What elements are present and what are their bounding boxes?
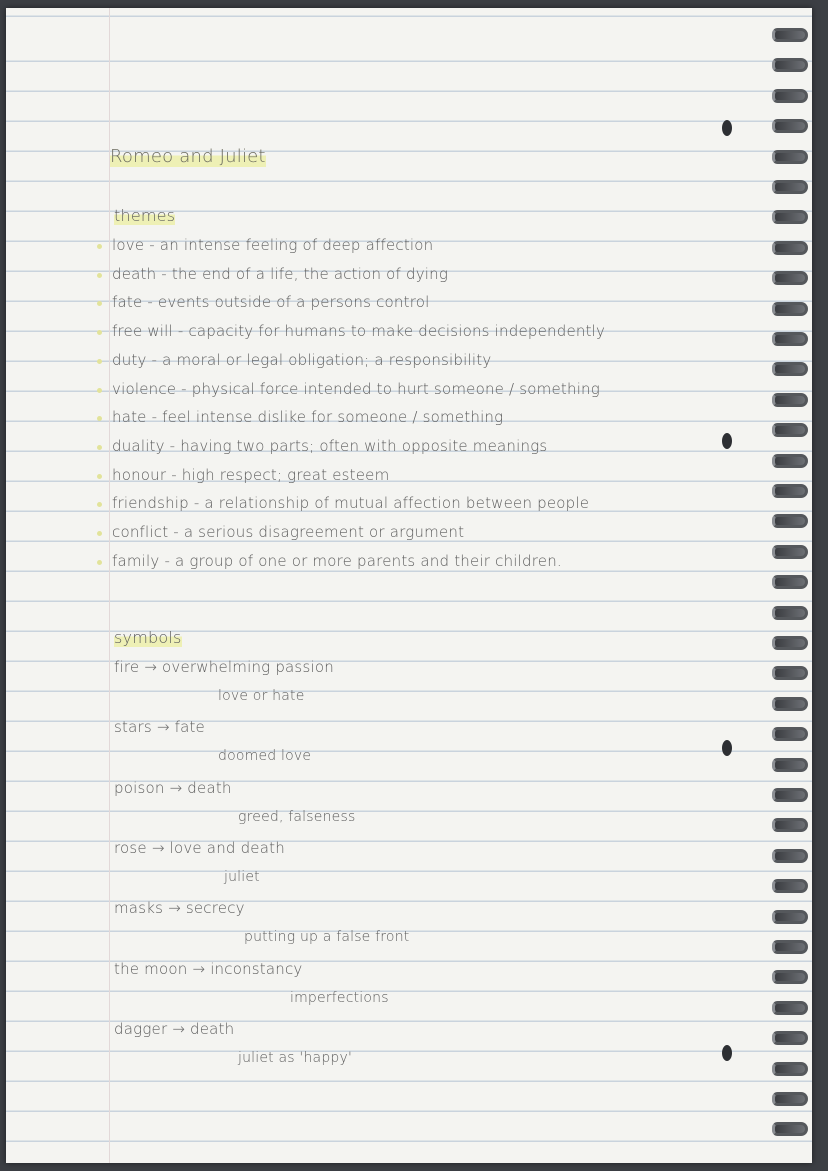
spiral-coil	[772, 940, 808, 954]
spiral-coil	[772, 910, 808, 924]
symbol-meaning: overwhelming passion	[162, 658, 334, 676]
symbol-name: dagger	[114, 1019, 168, 1038]
bullet-dot	[97, 416, 102, 421]
punch-hole	[722, 120, 732, 136]
page-title: Romeo and Juliet	[110, 146, 266, 167]
symbol-meaning: death	[187, 778, 232, 797]
bullet-dot	[97, 474, 102, 479]
spiral-coil	[772, 879, 808, 893]
spiral-coil	[772, 575, 808, 589]
theme-item: love - an intense feeling of deep affection	[112, 236, 434, 254]
symbols-heading: symbols	[114, 628, 182, 647]
symbol-name: masks	[114, 899, 164, 918]
spiral-coil	[772, 302, 808, 316]
bullet-dot	[97, 388, 102, 393]
spiral-coil	[772, 1031, 808, 1045]
symbol-row	[114, 960, 303, 978]
symbol-row	[114, 779, 232, 797]
spiral-coil	[772, 1062, 808, 1076]
bullet-dot	[97, 359, 102, 364]
arrow-icon: →	[146, 838, 170, 857]
theme-item: hate - feel intense dislike for someone / something	[112, 408, 504, 427]
theme-item: violence - physical force intended to hurt someone / something	[112, 379, 600, 398]
spiral-coil	[772, 271, 808, 285]
spiral-coil	[772, 454, 808, 468]
theme-item: conflict - a serious disagreement or argument	[112, 523, 465, 541]
punch-hole	[722, 433, 732, 449]
spiral-binding	[768, 28, 812, 1158]
symbol-row	[114, 899, 245, 917]
spiral-coil	[772, 210, 808, 224]
symbol-extra: love or hate	[218, 688, 305, 704]
themes-heading: themes	[114, 206, 176, 225]
spiral-coil	[772, 788, 808, 802]
spiral-coil	[772, 1092, 808, 1106]
symbol-extra: greed, falseness	[238, 808, 356, 825]
spiral-coil	[772, 666, 808, 680]
bullet-dot	[97, 531, 102, 536]
spiral-coil	[772, 58, 808, 72]
spiral-coil	[772, 514, 808, 528]
spiral-coil	[772, 423, 808, 437]
margin-line	[109, 8, 110, 1163]
theme-item: duality - having two parts; often with opposite meanings	[112, 436, 548, 455]
symbol-extra: putting up a false front	[244, 929, 410, 946]
arrow-icon: →	[163, 899, 186, 918]
arrow-icon: →	[164, 778, 188, 797]
symbol-name: poison	[114, 778, 165, 797]
arrow-icon: →	[139, 658, 163, 676]
arrow-icon: →	[167, 1019, 191, 1038]
bullet-dot	[97, 502, 102, 507]
symbol-meaning: love and death	[169, 838, 285, 857]
spiral-coil	[772, 818, 808, 832]
arrow-icon: →	[151, 718, 175, 737]
spiral-coil	[772, 89, 808, 103]
spiral-coil	[772, 970, 808, 984]
spiral-coil	[772, 362, 808, 376]
punch-hole	[722, 740, 732, 756]
spiral-coil	[772, 393, 808, 407]
theme-item: honour - high respect; great esteem	[112, 465, 390, 484]
spiral-coil	[772, 150, 808, 164]
symbol-meaning: secrecy	[185, 899, 245, 918]
spiral-coil	[772, 727, 808, 741]
spiral-coil	[772, 545, 808, 559]
theme-item: fate - events outside of a persons control	[112, 293, 430, 312]
symbol-name: stars	[114, 718, 152, 737]
symbol-extra: imperfections	[290, 989, 389, 1006]
spiral-coil	[772, 180, 808, 194]
symbol-meaning: death	[190, 1019, 235, 1038]
spiral-coil	[772, 28, 808, 42]
bullet-dot	[97, 301, 102, 306]
spiral-coil	[772, 1001, 808, 1015]
spiral-coil	[772, 119, 808, 133]
spiral-coil	[772, 484, 808, 498]
bullet-dot	[97, 560, 102, 565]
symbol-extra: juliet	[224, 868, 260, 885]
bullet-dot	[97, 273, 102, 278]
theme-item: family - a group of one or more parents and their children.	[112, 551, 562, 570]
theme-item: free will - capacity for humans to make decisions independently	[112, 322, 606, 341]
spiral-coil	[772, 758, 808, 772]
symbol-row	[114, 718, 205, 736]
bullet-dot	[97, 244, 102, 249]
spiral-coil	[772, 1122, 808, 1136]
spiral-coil	[772, 241, 808, 255]
symbol-row	[114, 1020, 234, 1038]
symbol-meaning: fate	[174, 718, 205, 737]
spiral-coil	[772, 332, 808, 346]
punch-hole	[722, 1045, 732, 1061]
symbol-extra: juliet as 'happy'	[238, 1049, 353, 1066]
symbol-name: fire	[114, 658, 140, 676]
theme-item: friendship - a relationship of mutual affection between people	[112, 494, 590, 513]
bullet-dot	[97, 445, 102, 450]
notebook-page	[6, 8, 812, 1163]
symbol-name: rose	[114, 838, 147, 857]
symbol-meaning: inconstancy	[210, 959, 303, 978]
symbol-row	[114, 658, 334, 676]
theme-item: duty - a moral or legal obligation; a responsibility	[112, 350, 492, 369]
theme-item: death - the end of a life, the action of dying	[112, 264, 449, 283]
symbol-name: the moon	[114, 959, 188, 978]
spiral-coil	[772, 849, 808, 863]
spiral-coil	[772, 697, 808, 711]
spiral-coil	[772, 636, 808, 650]
symbol-extra: doomed love	[218, 748, 312, 765]
symbol-row	[114, 839, 285, 857]
spiral-coil	[772, 606, 808, 620]
bullet-dot	[97, 330, 102, 335]
arrow-icon: →	[187, 959, 211, 978]
